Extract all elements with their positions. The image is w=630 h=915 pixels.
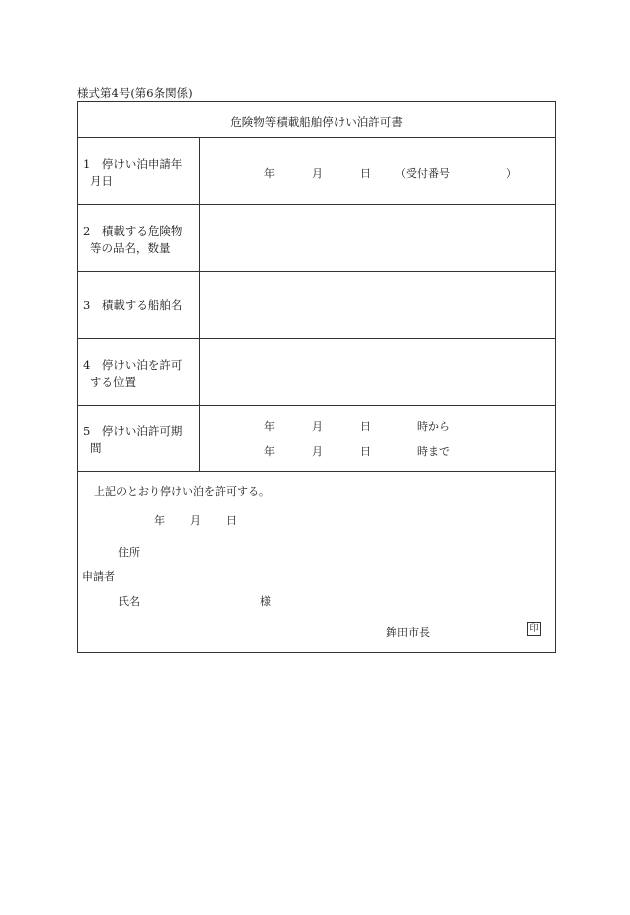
period-to-time: 時まで	[417, 445, 450, 458]
receipt-number-label: （受付番号	[395, 167, 450, 180]
column-divider	[199, 137, 200, 471]
form-number-label: 様式第4号(第6条関係)	[77, 86, 193, 100]
row-divider	[78, 338, 555, 339]
period-from-year: 年	[264, 420, 275, 433]
period-from-time: 時から	[417, 420, 450, 433]
label-line-1: 3 積載する船舶名	[83, 298, 183, 312]
permit-statement: 上記のとおり停けい泊を許可する。	[94, 485, 270, 498]
row-divider	[78, 471, 555, 472]
period-to-month: 月	[312, 445, 323, 458]
issue-day: 日	[226, 514, 237, 527]
period-to-day: 日	[360, 445, 371, 458]
label-line-1: 5 停けい泊許可期	[83, 424, 183, 438]
issuer-title: 鉾田市長	[386, 626, 430, 639]
row-divider	[78, 405, 555, 406]
month-unit: 月	[312, 167, 323, 180]
issue-month: 月	[190, 514, 201, 527]
label-line-2: 等の品名，数量	[90, 241, 171, 255]
label-line-1: 1 停けい泊申請年	[83, 157, 183, 171]
honorific: 様	[260, 595, 271, 608]
row-divider	[78, 204, 555, 205]
applicant-label: 申請者	[82, 570, 115, 583]
row-divider	[78, 271, 555, 272]
label-line-1: 4 停けい泊を許可	[83, 358, 183, 372]
permit-form-table	[77, 101, 556, 653]
name-label: 氏名	[118, 595, 140, 608]
label-application-date	[83, 156, 197, 190]
label-line-1: 2 積載する危険物	[83, 224, 183, 238]
label-line-2: 間	[90, 441, 102, 455]
day-unit: 日	[360, 167, 371, 180]
form-title: 危険物等積載船舶停けい泊許可書	[230, 115, 403, 129]
label-permit-period	[83, 423, 197, 457]
label-line-2: 月日	[90, 174, 113, 188]
label-hazardous-goods	[83, 223, 197, 257]
row-divider	[78, 137, 555, 138]
address-label: 住所	[118, 546, 140, 559]
issue-year: 年	[154, 514, 165, 527]
seal-mark: 印	[527, 622, 541, 636]
year-unit: 年	[264, 167, 275, 180]
period-from-day: 日	[360, 420, 371, 433]
receipt-number-close: ）	[506, 167, 517, 180]
label-mooring-location	[83, 357, 197, 391]
label-vessel-name	[83, 297, 197, 314]
label-line-2: する位置	[90, 375, 136, 389]
period-from-month: 月	[312, 420, 323, 433]
period-to-year: 年	[264, 445, 275, 458]
